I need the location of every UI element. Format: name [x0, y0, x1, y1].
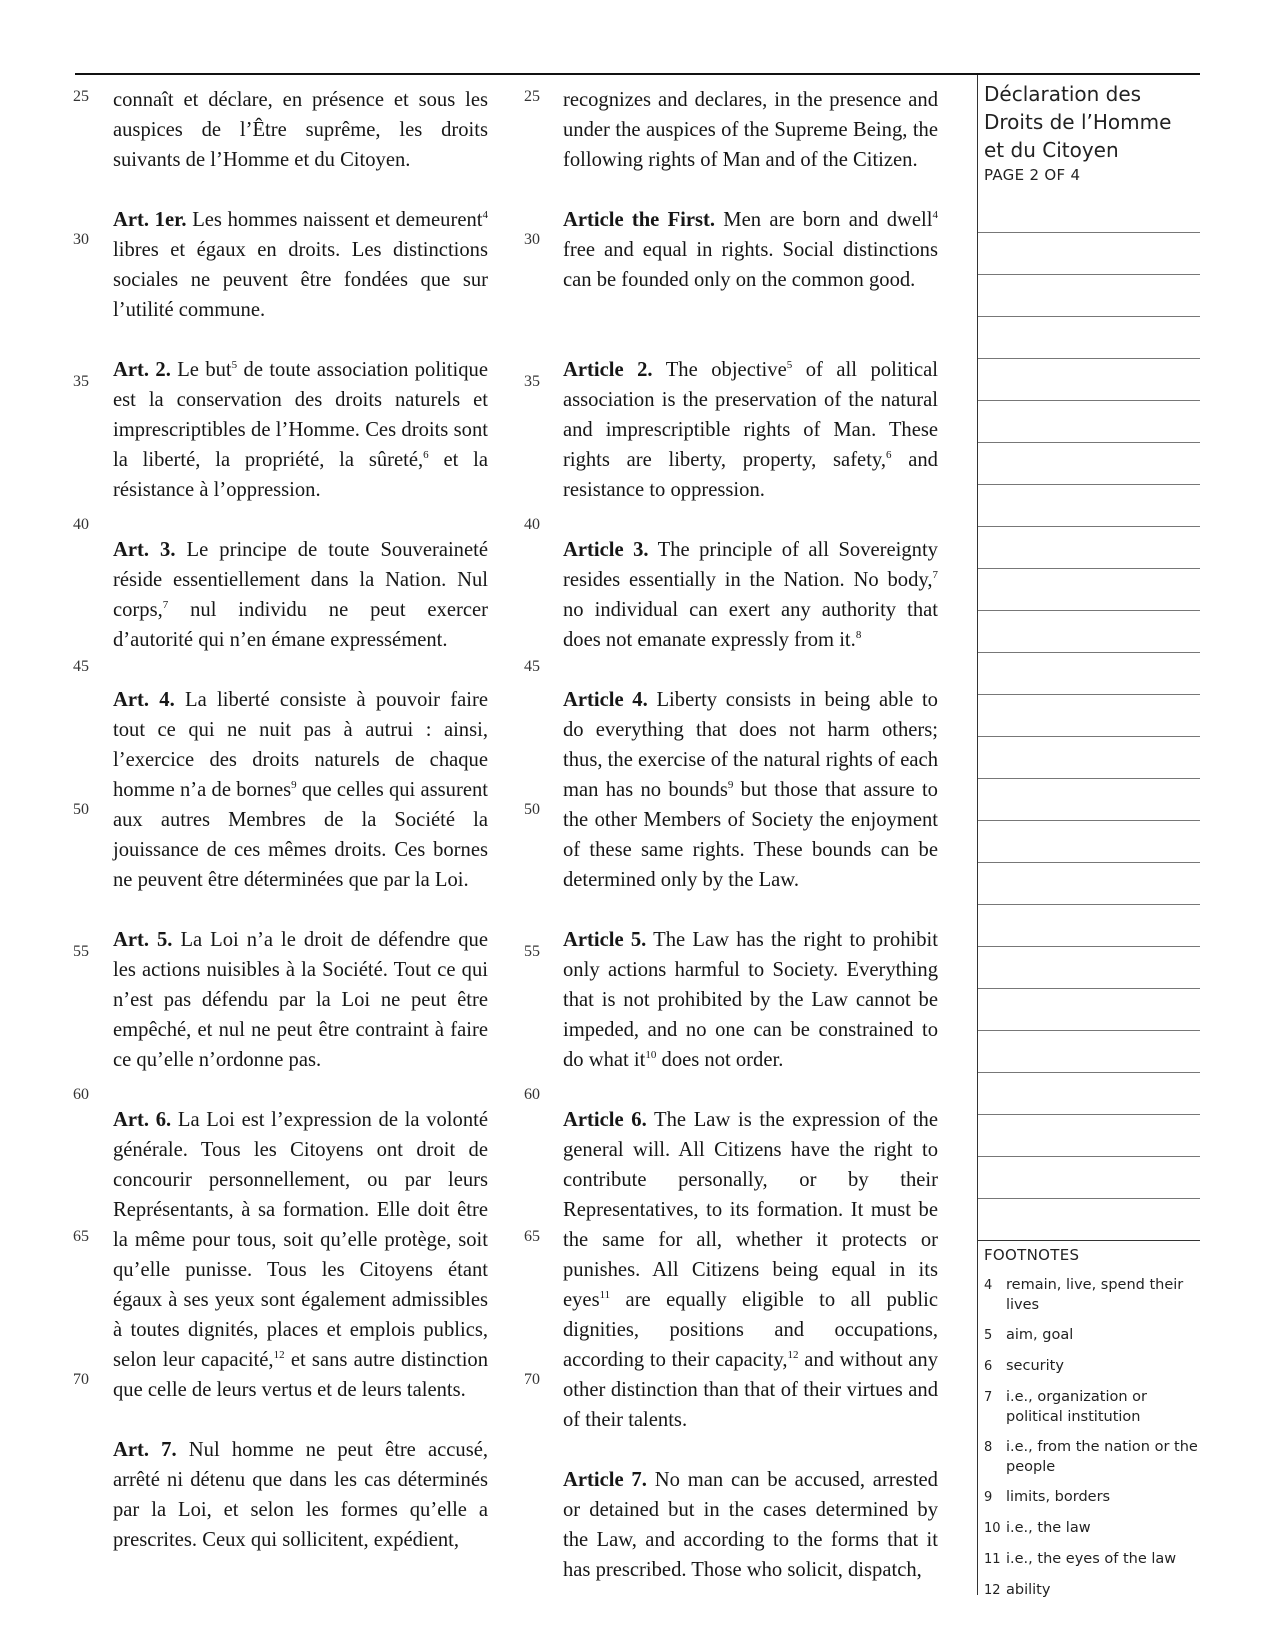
footnote-ref: 7 [932, 569, 938, 582]
article-heading: Article 2. [563, 359, 653, 381]
french-intro [113, 85, 488, 175]
paragraph-text: Liberty consists in being able to do everything that does not harm others; thus, the exercise of the natural rights of each man has no bounds [563, 689, 938, 801]
line-number: 55 [524, 943, 540, 960]
paragraph-text: The Law has the right to prohibit only actions harmful to Society. Everything that is not prohibited by the Law cannot be impeded, and no one can be constrained to do what it [563, 929, 938, 1071]
footnote-text: i.e., the eyes of the law [1006, 1551, 1177, 1567]
footnote-item [984, 1387, 1200, 1427]
paragraph-text: Men are born and dwell [715, 209, 933, 231]
note-line [978, 904, 1200, 905]
footnote-item [984, 1518, 1200, 1539]
line-number: 70 [73, 1371, 89, 1388]
footnote-ref: 6 [886, 449, 892, 462]
line-number: 40 [73, 516, 89, 533]
english-article-4 [563, 685, 938, 895]
paragraph-text: La liberté consiste à pouvoir faire tout ce qui ne nuit pas à autrui : ainsi, l’exercice des droits naturels de chaque homme n’a de bornes [113, 689, 488, 801]
footnote-ref: 7 [162, 599, 169, 612]
footnotes-heading: FOOTNOTES [984, 1246, 1080, 1264]
footnote-ref: 12 [787, 1349, 799, 1362]
note-line [978, 316, 1200, 317]
paragraph-text: libres et égaux en droits. Les distinctions sociales ne peuvent être fondées que sur l’utilité commune. [113, 239, 488, 321]
english-article-2 [563, 355, 938, 505]
article-heading: Article 7. [563, 1469, 647, 1491]
note-line [978, 526, 1200, 527]
line-number: 40 [524, 516, 540, 533]
line-number: 50 [73, 801, 89, 818]
english-article-3 [563, 535, 938, 655]
paragraph-text: does not order. [656, 1049, 784, 1071]
french-article-6 [113, 1105, 488, 1405]
note-line [978, 358, 1200, 359]
footnote-text: i.e., the law [1006, 1520, 1091, 1536]
footnote-text: remain, live, spend their lives [1006, 1277, 1184, 1313]
footnote-ref: 6 [423, 449, 429, 462]
footnote-ref: 11 [599, 1289, 611, 1302]
footnote-item [984, 1580, 1200, 1601]
line-number: 30 [73, 231, 89, 248]
line-number: 45 [524, 658, 540, 675]
sidebar-divider [977, 75, 978, 1595]
paragraph-text: et la résistance à l’oppression. [113, 449, 488, 501]
footnote-number: 10 [984, 1521, 1001, 1536]
paragraph-text: No man can be accused, arrested or detained but in the cases determined by the Law, and according to the forms that it has prescribed. Those who solicit, dispatch, [563, 1469, 938, 1581]
article-heading: Art. 4. [113, 689, 175, 711]
footnote-item [984, 1549, 1200, 1570]
footnote-number: 9 [984, 1490, 993, 1505]
footnote-ref: 4 [932, 209, 938, 222]
footnote-text: aim, goal [1006, 1327, 1074, 1343]
note-line [978, 1114, 1200, 1115]
footnote-ref: 5 [231, 359, 238, 372]
note-line [978, 1156, 1200, 1157]
line-number: 55 [73, 943, 89, 960]
english-article-7 [563, 1465, 938, 1585]
note-line [978, 862, 1200, 863]
line-number: 60 [524, 1086, 540, 1103]
footnote-number: 7 [984, 1390, 993, 1405]
paragraph-text: The principle of all Sovereignty resides essentially in the Nation. No body, [563, 539, 938, 591]
page-indicator: PAGE 2 OF 4 [984, 166, 1081, 184]
paragraph-text: Nul homme ne peut être accusé, arrêté ni détenu que dans les cas déterminés par la Loi, et selon les formes qu’elle a prescrites. Ceux qui sollicitent, expédient, [113, 1439, 488, 1551]
note-line [978, 274, 1200, 275]
article-heading: Article 4. [563, 689, 648, 711]
footnote-ref: 5 [786, 359, 793, 372]
footnote-ref: 4 [482, 209, 488, 222]
paragraph-text: et sans autre distinction que celle de leurs vertus et de leurs talents. [113, 1349, 489, 1401]
french-article-2 [113, 355, 488, 505]
paragraph-text: and without any other distinction than that of their virtues and of their talents. [563, 1349, 938, 1431]
paragraph-text: de toute association politique est la conservation des droits naturels et imprescriptibles de l’Homme. Ces droits sont la liberté, la propriété, la sûreté, [113, 359, 488, 471]
note-line [978, 484, 1200, 485]
footnote-number: 4 [984, 1278, 993, 1293]
paragraph-text: connaît et déclare, en présence et sous les auspices de l’Être suprême, les droits suivants de l’Homme et du Citoyen. [113, 89, 488, 171]
note-line [978, 568, 1200, 569]
note-line [978, 820, 1200, 821]
note-line [978, 988, 1200, 989]
line-number: 25 [73, 88, 89, 105]
sidebar-title: Déclaration des Droits de l’Homme et du Citoyen [984, 82, 1172, 162]
paragraph-text: Le principe de toute Souveraineté réside essentiellement dans la Nation. Nul corps, [113, 539, 488, 621]
line-number: 35 [524, 373, 540, 390]
note-line [978, 652, 1200, 653]
footnote-number: 8 [984, 1440, 993, 1455]
footnote-item [984, 1325, 1200, 1346]
note-line [978, 232, 1200, 233]
footnote-ref: 10 [645, 1049, 657, 1062]
article-heading: Art. 7. [113, 1439, 177, 1461]
footnote-text: security [1006, 1358, 1064, 1374]
note-line [978, 442, 1200, 443]
paragraph-text: and resistance to oppression. [563, 449, 938, 501]
article-heading: Art. 2. [113, 359, 171, 381]
article-heading: Art. 3. [113, 539, 176, 561]
line-number: 65 [524, 1228, 540, 1245]
line-number: 25 [524, 88, 540, 105]
paragraph-text: La Loi est l’expression de la volonté générale. Tous les Citoyens ont droit de concourir personnellement, ou par leurs Représentants, à sa formation. Elle doit être la même pour tous, soit qu’elle protège, soit qu’elle punisse. Tous les Citoyens étant égaux à ses yeux sont également admissibles à toutes dignités, places et emplois publics, selon leur capacité, [113, 1109, 488, 1371]
footnote-item [984, 1487, 1200, 1508]
line-number: 30 [524, 231, 540, 248]
french-column [113, 85, 488, 1585]
footnote-number: 5 [984, 1328, 993, 1343]
english-article-5 [563, 925, 938, 1075]
note-line [978, 400, 1200, 401]
english-article-6 [563, 1105, 938, 1435]
footnote-item [984, 1437, 1200, 1477]
paragraph-text: Le but [170, 359, 232, 381]
french-article-5 [113, 925, 488, 1075]
paragraph-text: nul individu ne peut exercer d’autorité qui n’en émane expressément. [113, 599, 488, 651]
article-heading: Article 5. [563, 929, 647, 951]
footnote-text: ability [1006, 1582, 1051, 1598]
line-number: 65 [73, 1228, 89, 1245]
paragraph-text: but those that assure to the other Members of Society the enjoyment of these same rights. These bounds can be determined only by the Law. [563, 779, 938, 891]
footnote-ref: 9 [727, 779, 734, 792]
french-article-7 [113, 1435, 488, 1555]
english-column [563, 85, 938, 1615]
paragraph-text: of all political association is the preservation of the natural and imprescriptible rights of Man. These rights are liberty, property, safety, [563, 359, 938, 471]
footnote-number: 12 [984, 1583, 1001, 1598]
footnote-text: i.e., organization or political institution [1006, 1389, 1147, 1425]
article-heading: Article 6. [563, 1109, 647, 1131]
english-article-1 [563, 205, 938, 295]
footnote-text: i.e., from the nation or the people [1006, 1439, 1198, 1475]
footnote-item [984, 1275, 1200, 1315]
paragraph-text: free and equal in rights. Social distinctions can be founded only on the common good. [563, 239, 938, 291]
note-line [978, 694, 1200, 695]
article-heading: Art. 5. [113, 929, 173, 951]
footnotes-divider [978, 1240, 1200, 1241]
article-heading: Article the First. [563, 209, 716, 231]
note-line [978, 736, 1200, 737]
footnote-ref: 12 [273, 1349, 285, 1362]
paragraph-text: no individual can exert any authority that does not emanate expressly from it. [563, 599, 938, 651]
note-line [978, 1030, 1200, 1031]
french-article-3 [113, 535, 488, 655]
note-line [978, 610, 1200, 611]
footnote-ref: 9 [291, 779, 297, 792]
article-heading: Art. 1er. [113, 209, 187, 231]
paragraph-text: que celles qui assurent aux autres Membres de la Société la jouissance de ces mêmes droits. Ces bornes ne peuvent être déterminées que par la Loi. [113, 779, 488, 891]
footnote-number: 6 [984, 1359, 993, 1374]
paragraph-text: recognizes and declares, in the presence and under the auspices of the Supreme Being, the following rights of Man and of the Citizen. [563, 89, 938, 171]
paragraph-text: La Loi n’a le droit de défendre que les actions nuisibles à la Société. Tout ce qui n’est pas défendu par la Loi ne peut être empêché, et nul ne peut être contraint à faire ce qu’elle n’ordonne pas. [113, 929, 488, 1071]
note-line [978, 1072, 1200, 1073]
footnote-item [984, 1356, 1200, 1377]
note-line [978, 1198, 1200, 1199]
footnote-text: limits, borders [1006, 1489, 1111, 1505]
french-article-1 [113, 205, 488, 325]
english-intro [563, 85, 938, 175]
line-number: 45 [73, 658, 89, 675]
top-rule [75, 73, 1200, 75]
paragraph-text: The objective [652, 359, 787, 381]
note-line [978, 778, 1200, 779]
footnote-number: 11 [984, 1552, 1001, 1567]
line-number: 70 [524, 1371, 540, 1388]
footnote-ref: 8 [855, 629, 862, 642]
line-number: 35 [73, 373, 89, 390]
line-number: 50 [524, 801, 540, 818]
paragraph-text: The Law is the expression of the general will. All Citizens have the right to contribute personally, or by their Representatives, to its formation. It must be the same for all, whether it protects or punishes. All Citizens being equal in its eyes [563, 1109, 938, 1311]
footnotes-list [984, 1275, 1200, 1611]
article-heading: Art. 6. [113, 1109, 172, 1131]
paragraph-text: Les hommes naissent et demeurent [186, 209, 483, 231]
french-article-4 [113, 685, 488, 895]
article-heading: Article 3. [563, 539, 649, 561]
line-number: 60 [73, 1086, 89, 1103]
note-line [978, 946, 1200, 947]
paragraph-text: are equally eligible to all public dignities, positions and occupations, according to their capacity, [563, 1289, 938, 1371]
